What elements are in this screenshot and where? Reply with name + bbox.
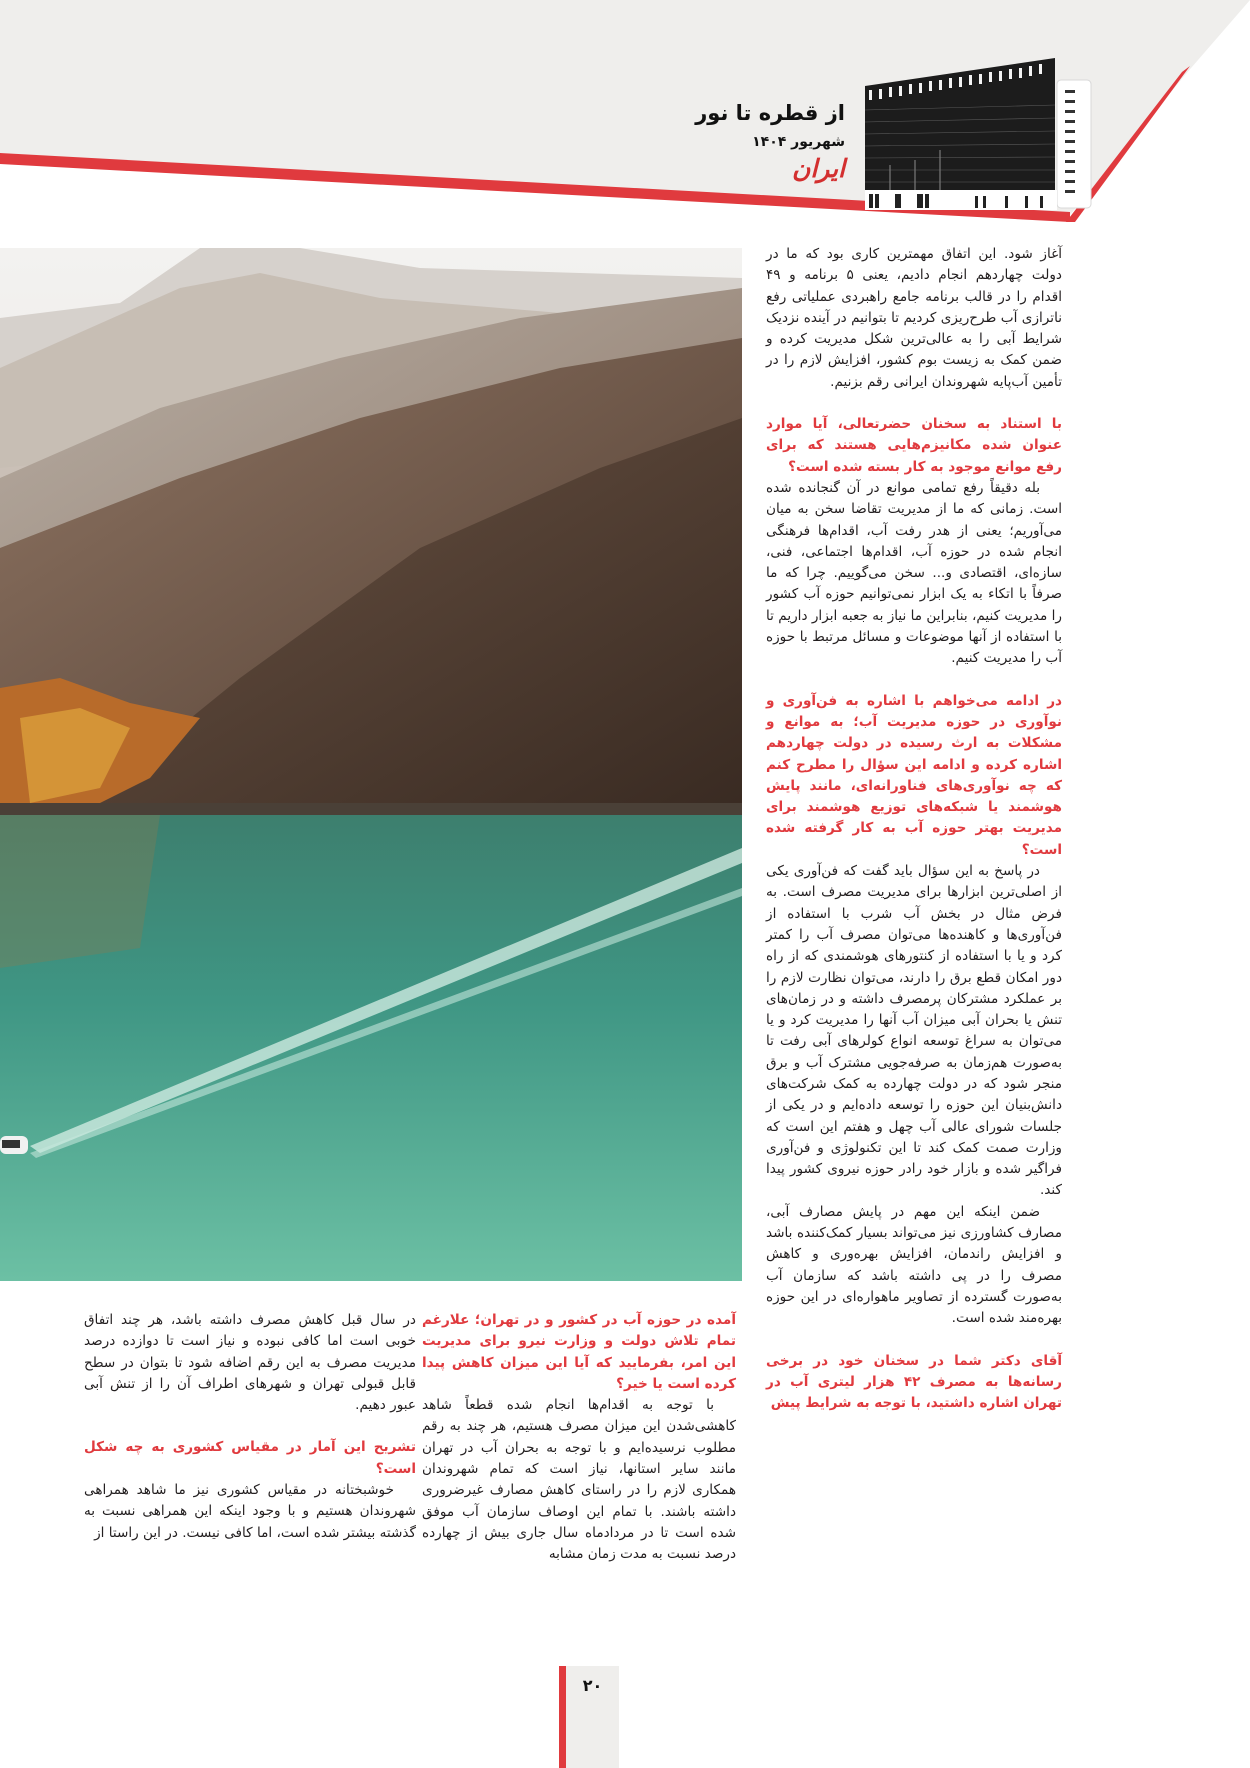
header-masthead bbox=[695, 100, 845, 183]
page-number: ۲۰ bbox=[582, 1676, 603, 1695]
interview-question: تشریح این آمار در مقیاس کشوری به چه شکل است؟ bbox=[84, 1439, 416, 1477]
paragraph: آغاز شود. این اتفاق مهمترین کاری بود که ما در دولت چهاردهم انجام دادیم، یعنی ۵ برنامه و ۴۹ اقدام را در قالب برنامه جامع راهبردی عملیاتی رفع ناترازی آب طرح‌ریزی کردیم تا بتوانیم در آینده نزدیک شرایط آبی را به عالی‌ترین شکل مدیریت کرده و ضمن کمک به زیست بوم کشور، افزایش لازم را در تأمین آب‌پایه شهروندان ایرانی رقم بزنیم. bbox=[766, 246, 1062, 390]
page-number-accent-bar bbox=[559, 1666, 566, 1768]
paragraph: خوشبختانه در مقیاس کشوری نیز ما شاهد همراهی شهروندان هستیم و با وجود اینکه این همراهی نسبت به گذشته بیشتر شده است، اما کافی نیست. در این راستا از bbox=[84, 1482, 416, 1541]
building-illustration-icon bbox=[855, 50, 1095, 210]
section-title: از قطره تا نور bbox=[695, 101, 845, 125]
paragraph: در سال قبل کاهش مصرف داشته باشد، هر چند اتفاق خوبی است اما کافی نبوده و نیاز است تا دوازده درصد مدیریت مصرف به این رقم اضافه شود تا بتوان در سطح قابل قبولی تهران و شهرهای اطراف آن را از تنش آبی عبور دهیم. bbox=[84, 1312, 416, 1414]
paragraph: با توجه به اقدام‌ها انجام شده قطعاً شاهد کاهشی‌شدن این میزان مصرف هستیم، هر چند به رقم مطلوب نرسیده‌ایم و با توجه به بحران آب در تهران مانند سایر استانها، نیاز است که تمام شهروندان همکاری لازم را در راستای کاهش مصارف غیرضروری داشته باشند. با تمام این اوصاف سازمان آب موفق شده است تا در مردادماه سال جاری بیش از چهارده درصد نسبت به مدت زمان مشابه bbox=[422, 1397, 736, 1563]
interview-question: آقای دکتر شما در سخنان خود در برخی رسانه‌ها به مصرف ۴۲ هزار لیتری آب در تهران اشاره داشتید، با توجه به شرایط پیش bbox=[766, 1352, 1062, 1412]
interview-question: با استناد به سخنان حضرتعالی، آیا موارد عنوان شده مکانیزم‌هایی هستند که برای رفع موانع موجود به کار بسته شده است؟ bbox=[766, 416, 1062, 475]
article-column-left bbox=[84, 1310, 416, 1544]
paragraph: ضمن اینکه این مهم در پایش مصارف آبی، مصارف کشاورزی نیز می‌تواند بسیار کمک‌کننده باشد و افزایش راندمان، افزایش بهره‌وری و کاهش مصرف را در پی داشته باشد که سازمان آب به‌صورت گسترده از تصاویر ماهواره‌ای در این حوزه بهره‌مند شده است. bbox=[766, 1203, 1062, 1327]
article-column-right bbox=[766, 244, 1062, 1414]
publication-logo: ایران bbox=[791, 154, 845, 183]
interview-question: آمده در حوزه آب در کشور و در تهران؛ علارغم تمام تلاش دولت و وزارت نیرو برای مدیریت این امر، بفرمایید که آیا این میزان کاهش پیدا کرده است یا خیر؟ bbox=[422, 1312, 736, 1392]
paragraph: بله دقیقاً رفع تمامی موانع در آن گنجانده شده است. زمانی که ما از مدیریت تقاضا سخن به میان می‌آوریم؛ یعنی از هدر رفت آب، اقدام‌ها فرهنگی انجام شده در حوزه آب، اقدام‌ها اجتماعی، فنی، سازه‌ای، اقتصادی و... سخن می‌گوییم. چرا که ما صرفاً با اتکاء به یک ابزار نمی‌توانیم حوزه آب کشور را مدیریت کنیم، بنابراین ما نیاز به جعبه ابزار داریم تا با استفاده از آنها موضوعات و مسائل مرتبط با حوزه آب را مدیریت کنیم. bbox=[766, 479, 1062, 667]
issue-date: شهریور ۱۴۰۴ bbox=[752, 134, 845, 150]
article-column-middle bbox=[422, 1310, 736, 1566]
lake-mountain-photo bbox=[0, 248, 742, 1281]
page-number-tab bbox=[559, 1666, 619, 1768]
boat-icon bbox=[0, 1136, 28, 1154]
paragraph: در پاسخ به این سؤال باید گفت که فن‌آوری یکی از اصلی‌ترین ابزارها برای مدیریت مصرف است. به فرض مثال در بخش آب شرب با استفاده از فن‌آوری‌ها و کاهنده‌ها می‌توان مصرف آب را کمتر کرد و یا با استفاده از کنتورهای هوشمندی که از راه دور امکان قطع برق را دارند، می‌توان نظارت لازم را بر عملکرد مشترکان پرمصرف داشته و در زمان‌های تنش یا بحران آبی میزان آب آنها را مدیریت کرد و یا می‌توان به سراغ توسعه انواع کولرهای آبی رفت تا به‌صورت هم‌زمان به صرفه‌جویی مشترک آب و برق منجر شود که در دولت چهارده به کمک شرکت‌های دانش‌بنیان این حوزه را توسعه داده‌ایم و در یکی از جلسات شورای عالی آب چهل و هفتم این است که وزارت صمت کمک کند تا این تکنولوژی و فن‌آوری فراگیر شده و بازار خود رادر حوزه نیروی کشور پیدا کند. bbox=[766, 863, 1062, 1199]
interview-question: در ادامه می‌خواهم با اشاره به فن‌آوری و نوآوری در حوزه مدیریت آب؛ به موانع و مشکلات به ارث رسیده در دولت چهاردهم اشاره کرده و ادامه این سؤال را مطرح کنم که چه نوآوری‌های فناورانه‌ای، مانند پایش هوشمند یا شبکه‌های توزیع هوشمند برای مدیریت بهتر حوزه آب به کار گرفته شده است؟ bbox=[766, 692, 1062, 858]
